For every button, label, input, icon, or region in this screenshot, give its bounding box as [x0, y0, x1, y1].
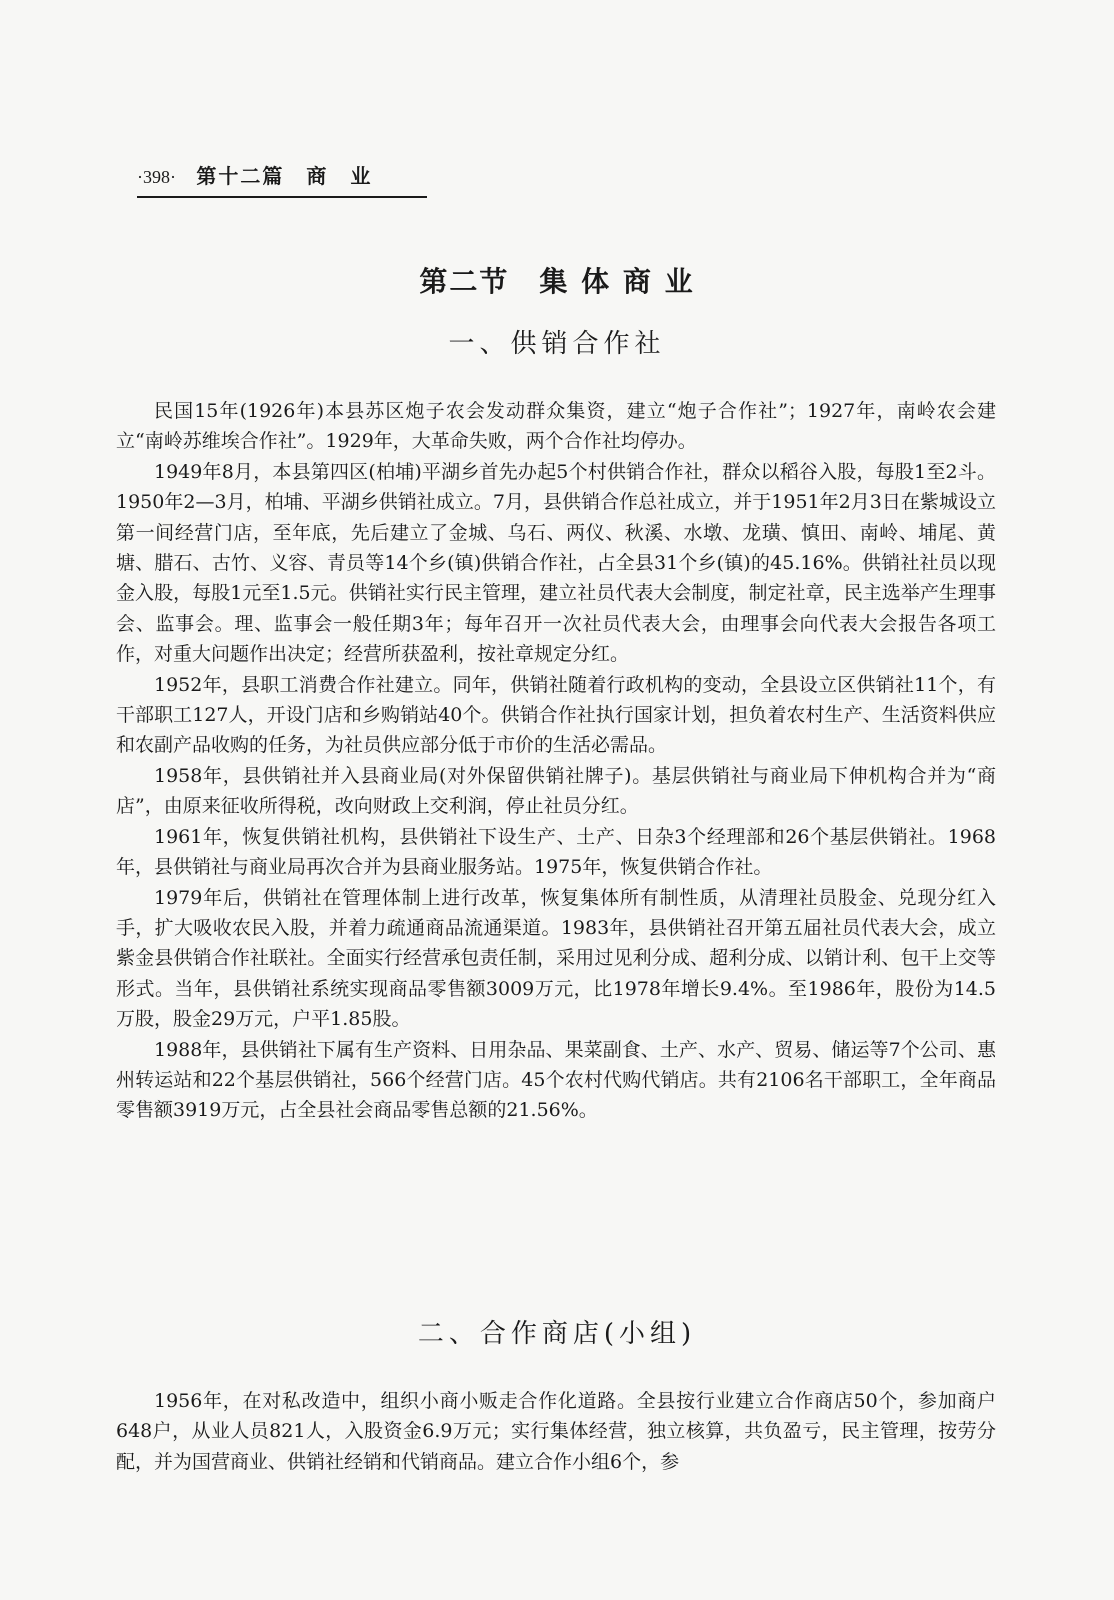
subsection-title-supply-coop: 一、供销合作社: [448, 329, 666, 359]
paragraph: 1952年，县职工消费合作社建立。同年，供销社随着行政机构的变动，全县设立区供销社11个，有干部职工127人，开设门店和乡购销站40个。供销合作社执行国家计划，担负着农村生产、生活资料供应和农副产品收购的任务，为社员供应部分低于市价的生活必需品。: [116, 673, 996, 757]
page-number: ·398·: [137, 167, 176, 187]
part-title: 第十二篇 商 业: [196, 164, 373, 188]
section-title: 第二节 集 体 商 业: [419, 265, 695, 298]
subsection-title-coop-store: 二、合作商店(小组): [417, 1319, 697, 1349]
running-header: [137, 160, 427, 198]
paragraph: 1958年，县供销社并入县商业局(对外保留供销社牌子)。基层供销社与商业局下伸机构合并为“商店”，由原来征收所得税，改向财政上交利润，停止社员分红。: [116, 764, 996, 818]
subsection-body-coop-store: [116, 1386, 996, 1477]
subsection-body-supply-coop: [116, 396, 996, 1126]
paragraph: 1961年，恢复供销社机构，县供销社下设生产、土产、日杂3个经理部和26个基层供销社。1968年，县供销社与商业局再次合并为县商业服务站。1975年，恢复供销合作社。: [116, 825, 996, 879]
paragraph: 1979年后，供销社在管理体制上进行改革，恢复集体所有制性质，从清理社员股金、兑现分红入手，扩大吸收农民入股，并着力疏通商品流通渠道。1983年，县供销社召开第五届社员代表大会，成立紫金县供销合作社联社。全面实行经营承包责任制，采用过见利分成、超利分成、以销计利、包干上交等形式。当年，县供销社系统实现商品零售额3009万元，比1978年增长9.4%。至1986年，股份为14.5万股，股金29万元，户平1.85股。: [116, 886, 996, 1031]
paragraph: 1988年，县供销社下属有生产资料、日用杂品、果菜副食、土产、水产、贸易、储运等7个公司、惠州转运站和22个基层供销社，566个经营门店。45个农村代购代销店。共有2106名干部职工，全年商品零售额3919万元，占全县社会商品零售总额的21.56%。: [116, 1038, 996, 1122]
paragraph: 1956年，在对私改造中，组织小商小贩走合作化道路。全县按行业建立合作商店50个，参加商户648户，从业人员821人，入股资金6.9万元；实行集体经营，独立核算，共负盈亏，民主管理，按劳分配，并为国营商业、供销社经销和代销商品。建立合作小组6个，参: [116, 1390, 996, 1473]
paragraph: 1949年8月，本县第四区(柏埔)平湖乡首先办起5个村供销合作社，群众以稻谷入股，每股1至2斗。1950年2—3月，柏埔、平湖乡供销社成立。7月，县供销合作总社成立，并于1951年2月3日在紫城设立第一间经营门店，至年底，先后建立了金城、乌石、两仪、秋溪、水墩、龙璜、慎田、南岭、埔尾、黄塘、腊石、古竹、义容、青员等14个乡(镇)供销合作社，占全县31个乡(镇)的45.16%。供销社社员以现金入股，每股1元至1.5元。供销社实行民主管理，建立社员代表大会制度，制定社章，民主选举产生理事会、监事会。理、监事会一般任期3年；每年召开一次社员代表大会，由理事会向代表大会报告各项工作，对重大问题作出决定；经营所获盈利，按社章规定分红。: [116, 460, 996, 666]
paragraph: 民国15年(1926年)本县苏区炮子农会发动群众集资，建立“炮子合作社”；1927年，南岭农会建立“南岭苏维埃合作社”。1929年，大革命失败，两个合作社均停办。: [116, 400, 996, 453]
